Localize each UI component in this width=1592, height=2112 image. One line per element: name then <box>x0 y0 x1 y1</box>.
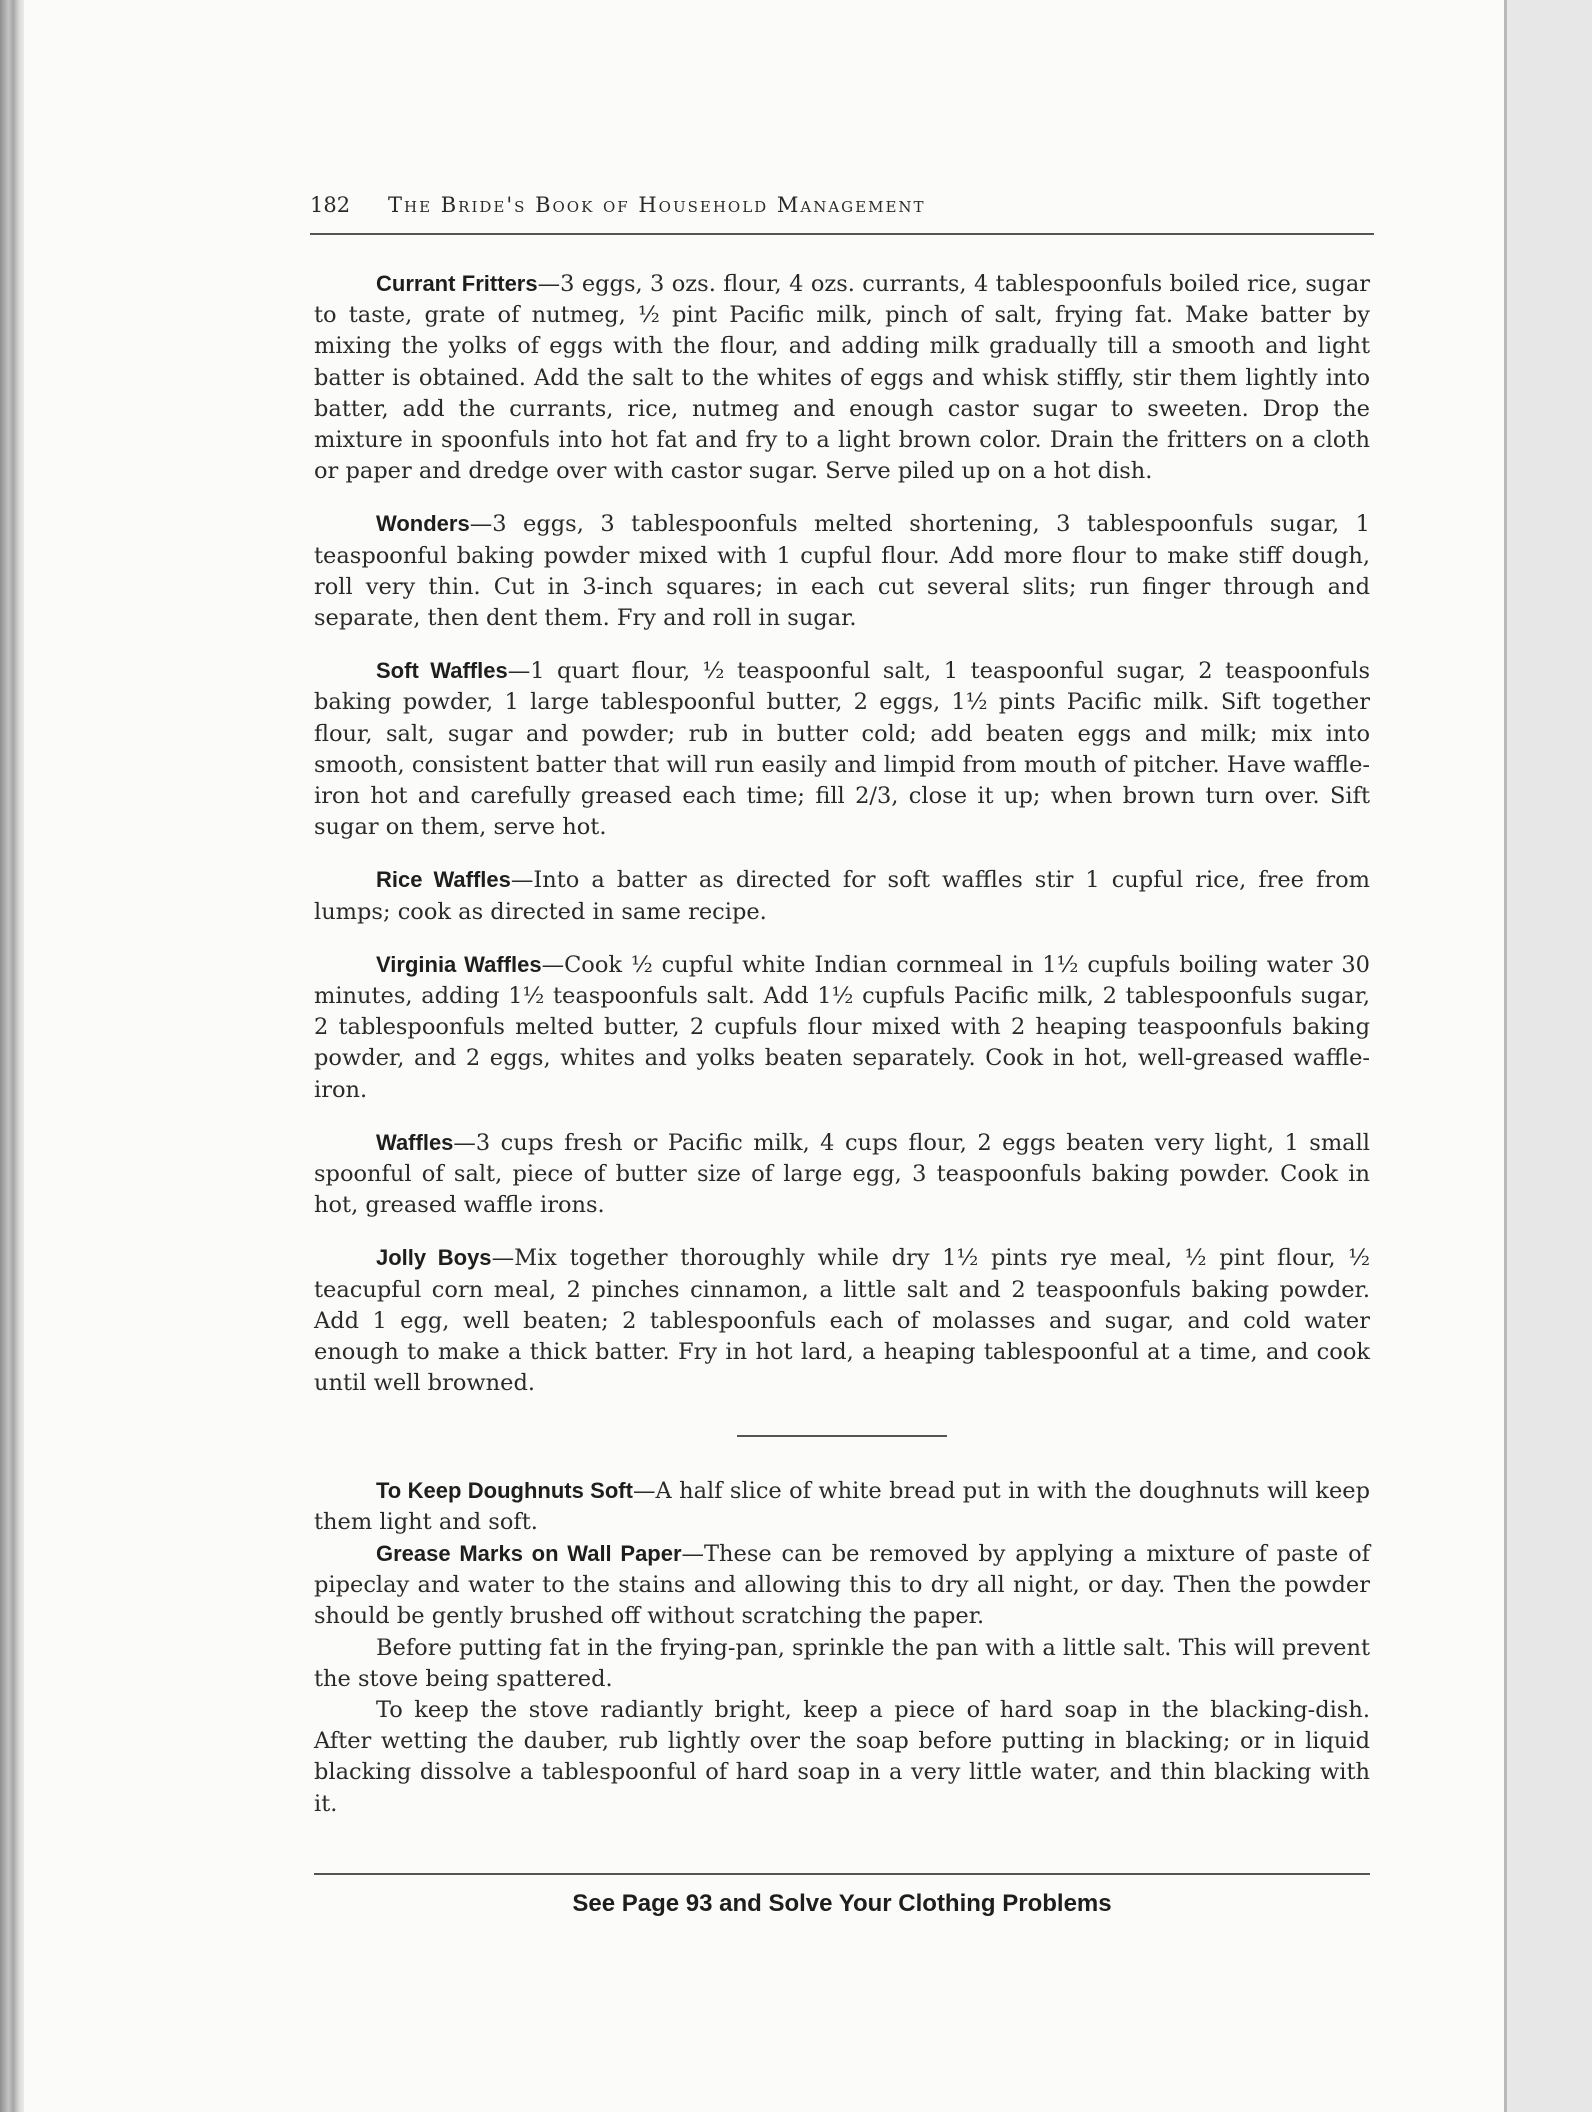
recipe-text: —Cook ½ cupful white Indian cornmeal in 1½ cupfuls boiling water 30 minutes, adding 1½ teaspoonfuls salt. Add 1½ cupfuls Pacific milk, 2 tablespoonfuls sugar, 2 tablespoonfuls melted butter, 2 cupfuls flour mixed with 2 heaping teaspoonfuls baking powder, and 2 eggs, whites and yolks beaten separately. Cook in hot, well-greased waffle-iron. <box>314 951 1370 1103</box>
recipe-paragraph <box>314 508 1370 634</box>
tip-paragraph <box>314 1633 1370 1695</box>
recipe-title: Rice Waffles <box>376 867 511 893</box>
tip-text: To keep the stove radiantly bright, keep a piece of hard soap in the blacking-dish. After wetting the dauber, rub lightly over the soap before putting in blacking; or in liquid blacking dissolve a tablespoonful of hard soap in a very little water, and thin blacking with it. <box>314 1696 1370 1817</box>
tip-paragraph <box>314 1538 1370 1633</box>
recipe-title: Virginia Waffles <box>376 951 542 977</box>
section-divider <box>737 1435 947 1437</box>
recipe-paragraph <box>314 268 1370 487</box>
tip-text: Before putting fat in the frying-pan, sprinkle the pan with a little salt. This will prevent the stove being spattered. <box>314 1634 1370 1692</box>
running-title: The Bride's Book of Household Management <box>388 193 926 217</box>
page-number: 182 <box>310 193 351 217</box>
running-header <box>310 193 1374 235</box>
recipe-paragraph <box>314 1127 1370 1222</box>
recipe-text: —Mix together thoroughly while dry 1½ pints rye meal, ½ pint flour, ½ teacupful corn meal, 2 pinches cinnamon, a little salt and 2 teaspoonfuls baking powder. Add 1 egg, well beaten; 2 tablespoonfuls each of molasses and sugar, and cold water enough to make a thick batter. Fry in hot lard, a heaping tablespoonful at a time, and cook until well browned. <box>314 1245 1371 1397</box>
tip-text: —A half slice of white bread put in with the doughnuts will keep them light and soft. <box>314 1477 1370 1535</box>
recipe-title: Currant Fritters <box>376 271 538 296</box>
book-spine-edge <box>0 0 24 2112</box>
page-body <box>314 268 1370 1820</box>
footer-rule <box>314 1873 1370 1875</box>
recipe-text: —3 cups fresh or Pacific milk, 4 cups flour, 2 eggs beaten very light, 1 small spoonful of salt, piece of butter size of large egg, 3 teaspoonfuls baking powder. Cook in hot, greased waffle irons. <box>314 1129 1370 1219</box>
recipe-text: —Into a batter as directed for soft waffles stir 1 cupful rice, free from lumps; cook as directed in same recipe. <box>314 867 1370 925</box>
recipe-paragraph <box>314 1242 1370 1399</box>
recipe-paragraph <box>314 864 1370 927</box>
recipe-text: —3 eggs, 3 tablespoonfuls melted shortening, 3 tablespoonfuls sugar, 1 teaspoonful baking powder mixed with 1 cupful flour. Add more flour to make stiff dough, roll very thin. Cut in 3-inch squares; in each cut several slits; run finger through and separate, then dent them. Fry and roll in sugar. <box>314 511 1370 632</box>
recipe-text: —1 quart flour, ½ teaspoonful salt, 1 teaspoonful sugar, 2 teaspoonfuls baking powder, 1 large tablespoonful butter, 2 eggs, 1½ pints Pacific milk. Sift together flour, salt, sugar and powder; rub in butter cold; add beaten eggs and milk; mix into smooth, consistent batter that will run easily and limpid from mouth of pitcher. Have waffle-iron hot and carefully greased each time; fill 2/3, close it up; when brown turn over. Sift sugar on them, serve hot. <box>314 658 1371 841</box>
recipe-title: Waffles <box>376 1129 454 1155</box>
tip-title: To Keep Doughnuts Soft <box>376 1477 633 1503</box>
footer-advert: See Page 93 and Solve Your Clothing Problems <box>572 1890 1112 1917</box>
tip-paragraph <box>314 1695 1370 1820</box>
recipe-title: Wonders <box>376 511 470 537</box>
recipe-text: —3 eggs, 3 ozs. flour, 4 ozs. currants, 4 tablespoonfuls boiled rice, sugar to taste, grate of nutmeg, ½ pint Pacific milk, pinch of salt, frying fat. Make batter by mixing the yolks of eggs with the flour, and adding milk gradually till a smooth and light batter is obtained. Add the salt to the whites of eggs and whisk stiffly, stir them lightly into batter, add the currants, rice, nutmeg and enough castor sugar to sweeten. Drop the mixture in spoonfuls into hot fat and fry to a light brown color. Drain the fritters on a cloth or paper and dredge over with castor sugar. Serve piled up on a hot dish. <box>314 271 1370 485</box>
adjacent-page-edge <box>1504 0 1592 2112</box>
recipe-title: Jolly Boys <box>376 1245 492 1271</box>
recipe-paragraph <box>314 655 1370 843</box>
tip-text: —These can be removed by applying a mixture of paste of pipeclay and water to the stains and allowing this to dry all night, or day. Then the powder should be gently brushed off without scratching the paper. <box>314 1540 1371 1630</box>
recipe-title: Soft Waffles <box>376 658 508 684</box>
tip-paragraph <box>314 1475 1370 1538</box>
tip-title: Grease Marks on Wall Paper <box>376 1540 682 1566</box>
recipe-paragraph <box>314 949 1370 1106</box>
